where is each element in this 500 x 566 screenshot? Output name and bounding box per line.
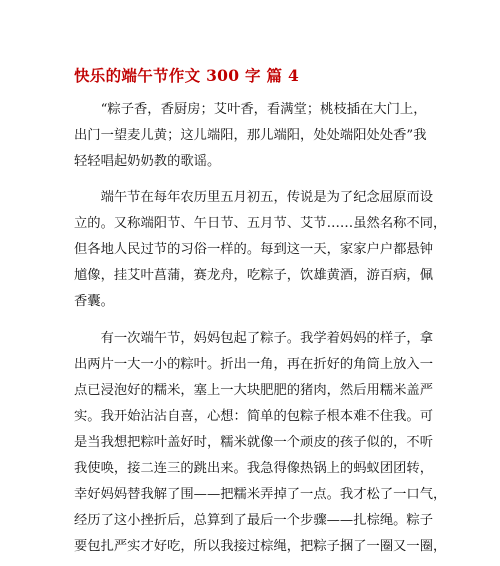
paragraph-line: 但各地人民过节的习俗一样的。每到这一天，家家户户都悬钟 — [74, 242, 434, 257]
paragraph-3 — [74, 326, 447, 560]
paragraph-line: 幸好妈妈替我解了围——把糯米弄掉了一点。我才松了一口气， — [74, 487, 447, 502]
paragraph-1 — [74, 97, 434, 175]
paragraph-line: 我使唤，接二连三的跳出来。我急得像热锅上的蚂蚁团团转， — [74, 461, 434, 476]
paragraph-line: 有一次端午节，妈妈包起了粽子。我学着妈妈的样子，拿 — [100, 331, 434, 346]
paragraph-line: 出门一望麦儿黄；这儿端阳，那儿端阳，处处端阳处处香”我 — [74, 128, 427, 143]
paragraph-line: 要包扎严实才好吃，所以我接过棕绳，把粽子捆了一圈又一圈， — [74, 539, 447, 554]
document-title: 快乐的端午节作文 300 字 篇 4 — [74, 66, 300, 85]
paragraph-line: 馗像，挂艾叶菖蒲，赛龙舟，吃粽子，饮雄黄酒，游百病，佩 — [74, 268, 434, 283]
paragraph-line: “粽子香，香厨房；艾叶香，看满堂；桃枝插在大门上， — [100, 102, 427, 117]
paragraph-line: 实。我开始沾沾自喜，心想：简单的包粽子根本难不住我。可 — [74, 409, 434, 424]
paragraph-line: 点已浸泡好的糯米，塞上一大块肥肥的猪肉，然后用糯米盖严 — [74, 383, 434, 398]
paragraph-2 — [74, 185, 447, 315]
paragraph-line: 出两片一大一小的粽叶。折出一角，再在折好的角筒上放入一 — [74, 357, 434, 372]
paragraph-line: 是当我想把粽叶盖好时，糯米就像一个顽皮的孩子似的，不听 — [74, 435, 434, 450]
paragraph-line: 香囊。 — [74, 294, 114, 309]
paragraph-line: 经历了这小挫折后，总算到了最后一个步骤——扎棕绳。粽子 — [74, 513, 434, 528]
paragraph-line: 立的。又称端阳节、午日节、五月节、艾节……虽然名称不同， — [74, 216, 447, 231]
paragraph-line: 端午节在每年农历里五月初五，传说是为了纪念屈原而设 — [100, 190, 434, 205]
paragraph-line: 轻轻唱起奶奶教的歌谣。 — [74, 154, 221, 169]
